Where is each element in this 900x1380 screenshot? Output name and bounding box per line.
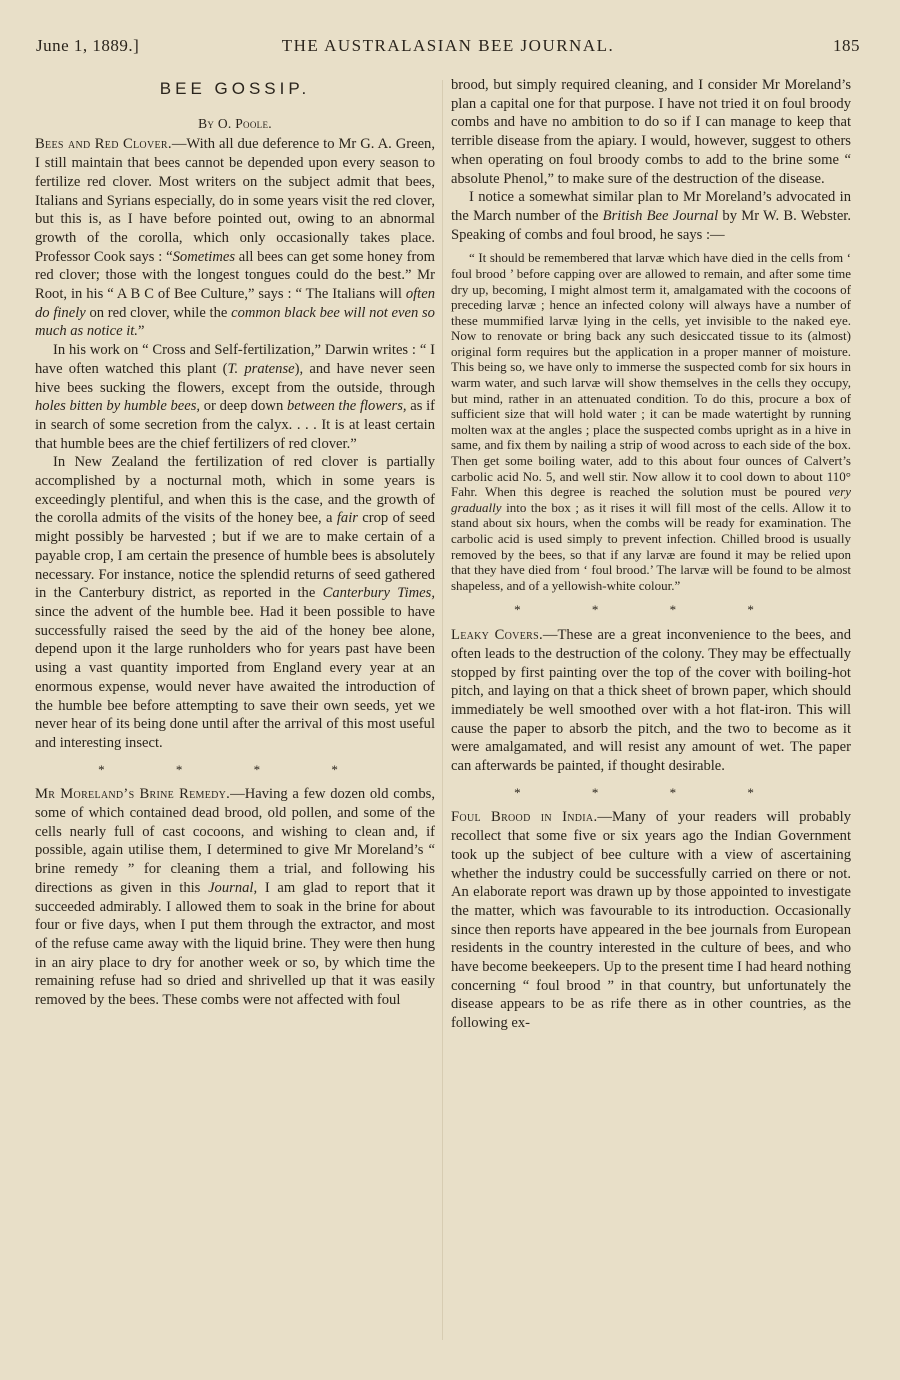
paragraph-leaky-covers: Leaky Covers.—These are a great inconvenience to the bees, and often leads to the destruction of the colony. They may be effectually stopped by first painting over the top of the cover with boiling-hot pitch, and laying on that a thick sheet of brown paper, which should immediately be well smoothed over with a hot flat-iron. This will cause the paper to absorb the pitch, and the two to become as it were amalgamated, and will resist any amount of wet. The paper can afterwards be painted, if thought desirable. [451,627,851,775]
left-column [35,76,435,1010]
page-header [36,36,860,58]
section-separator: * * * * [98,761,372,777]
article-title: BEE GOSSIP. [159,79,311,98]
header-page-number: 185 [833,36,860,55]
paragraph-foul-brood-india: Foul Brood in India.—Many of your readers will probably recollect that some five or six years ago the Indian Government took up the subject of bee culture with a view of ascertaining whether the industry could be successfully carried on there or not. An elaborate report was drawn up by those appointed to investigate the matter, which was favourable to its introduction. Occasionally since then reports have appeared in the bee journals from European residents in the country interested in the culture of bees, and who have become beekeepers. Up to the present time I had heard nothing concerning “ foul brood ” in that country, but unfortunately the disease appears to be as rife there as in other countries, as the following ex- [451,809,851,1032]
section-heading: Bees and Red Clover. [35,136,172,153]
block-quote-webster: “ It should be remembered that larvæ which have died in the cells from ‘ foul brood ’ before capping over are allowed to remain, and after some time dry up, becoming, I might almost term it, amalgamated with the cocoons of preceding larvæ ; hence an infected colony will always have a number of these mummified larvæ lying in the cells, yet invisible to the naked eye. Now to renovate or bring back any such desiccated tissue to its (almost) original form requires but the application in a proper manner of moisture. This being so, we have only to immerse the suspected comb for six hours in warm water, and such larvæ will show themselves in the cells they occupy, but mind, rather in an attenuated condition. To do this, procure a box of sufficient size that will hold water ; it can be made watertight by running molten wax at the angles ; place the suspected combs upright as in a hive in same, and fix them by nailing a strip of wood across to each side of the box. Then get some boiling water, add to this about four ounces of Calvert’s carbolic acid No. 5, and well stir. Now allow it to cool down to about 110° Fahr. When this degree is reached the solution must be poured very gradually into the box ; as it rises it will fill most of the cells. Allow it to stand about six hours, when the combs will be ready for examination. The carbolic acid is used simply to prevent infection. Chilled brood is usually removed by the bees, so that if any larvæ are found it may be relied upon that they have died from ‘ foul brood.’ The larvæ will be found to be almost shapeless, and of a yellowish-white colour.” [451,250,851,593]
section-heading: Foul Brood in India. [451,809,598,826]
paragraph-new-zealand: In New Zealand the fertilization of red clover is partially accomplished by a nocturnal moth, which in some years is exceedingly plentiful, and when this is the case, and the growth of the corolla admits of the visits of the honey bee, a fair crop of seed might possibly be harvested ; but if we are to make certain of a payable crop, I am certain the presence of humble bees is absolutely necessary. For instance, notice the splendid returns of seed gathered in the Canterbury district, as reported in the Canterbury Times, since the advent of the humble bee. Had it been possible to have successfully raised the seed by the aid of the honey bee alone, depend upon it the large runholders who for years past have been using a vast quantity imported from England every year at an enormous expense, would never have awaited the introduction of the humble bee before attempting to save their own seeds, yet we never hear of its being done until after the arrival of this most useful and interesting insect. [35,454,435,751]
paragraph-webster: I notice a somewhat similar plan to Mr Moreland’s advocated in the March number of the British Bee Journal by Mr W. B. Webster. Speaking of combs and foul brood, he says :— [451,189,851,243]
paragraph-darwin: In his work on “ Cross and Self-fertilization,” Darwin writes : “ I have often watched this plant (T. pratense), and have never seen hive bees sucking the flowers, except from the outside, through holes bitten by humble bees, or deep down between the flowers, as if in search of some secretion from the calyx. . . . It is at least certain that humble bees are the chief fertilizers of red clover.” [35,342,435,452]
column-divider [442,80,443,1340]
right-column [451,76,851,1033]
section-heading: Mr Moreland’s Brine Remedy. [35,786,231,803]
article-byline: By O. Poole. [198,115,272,131]
paragraph-brine-remedy: Mr Moreland’s Brine Remedy.—Having a few dozen old combs, some of which contained dead brood, old pollen, and some of the cells nearly full of cast cocoons, and wishing to clean and, if possible, again utilise them, I determined to give Mr Moreland’s “ brine remedy ” for cleaning them a trial, and following his directions as given in this Journal, I am glad to report that it succeeded admirably. I allowed them to soak in the brine for about four or five days, when I put them through the extractor, and most of the refuse came away with the liquid brine. They were then hung in an airy place to dry for another week or so, by which time the remaining refuse had so dried and shrivelled up that it was easily removed by the bees. These combs were not affected with foul [35,786,436,1009]
section-heading: Leaky Covers. [451,627,543,644]
paragraph-continued: brood, but simply required cleaning, and I consider Mr Moreland’s plan a capital one for that purpose. I have not tried it on foul broody combs and have no ambition to do so if I can manage to keep that terrible disease from the apiary. I would, however, suggest to others when operating on foul broody combs to add to the brine some “ absolute Phenol,” to make sure of the destruction of the disease. [451,77,851,187]
section-separator: * * * * [514,602,788,618]
header-journal-title: THE AUSTRALASIAN BEE JOURNAL. [281,36,615,55]
header-date: June 1, 1889.] [36,36,140,55]
section-separator: * * * * [514,784,788,800]
paragraph-bees-red-clover: Bees and Red Clover.—With all due deference to Mr G. A. Green, I still maintain that bees cannot be depended upon every season to fertilize red clover. Most writers on the subject admit that bees, Italians and Syrians especially, do in some years visit the red clover, but this is, as I have before pointed out, owing to an abnormal growth of the corolla, which only occasionally takes place. Professor Cook says : “Sometimes all bees can get some honey from red clover; those with the longest tongues could do the best.” Mr Root, in his “ A B C of Bee Culture,” says : “ The Italians will often do finely on red clover, while the common black bee will not even so much as notice it.” [35,136,436,340]
